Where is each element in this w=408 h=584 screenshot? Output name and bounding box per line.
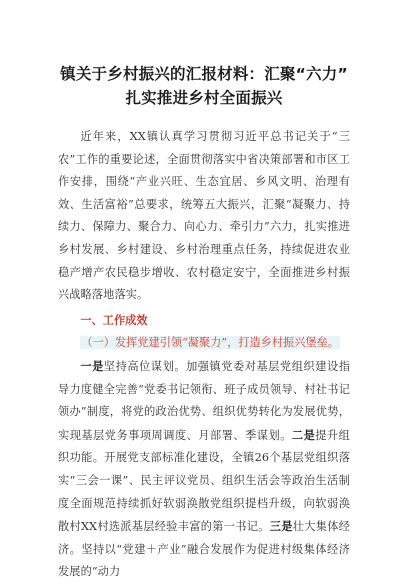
point-lead-1: 一是 bbox=[80, 358, 104, 373]
title-line-2: 扎实推进乡村全面振兴 bbox=[125, 89, 283, 107]
subsection-heading-text: （一）发挥党建引领“凝聚力”，打造乡村振兴堡垒。 bbox=[81, 336, 339, 350]
body-paragraph bbox=[58, 355, 350, 584]
point-text-1: 坚持高位谋划。加强镇党委对基层党组织建设指导力度健全完善“党委书记领衔、班子成员领导、村社书记领办”制度，将党的政治优势、组织优势转化为发展优势，实现基层党务事项周调度、月部署、季谋划。 bbox=[58, 359, 350, 442]
intro-paragraph: 近年来，XX镇认真学习贯彻习近平总书记关于“三农”工作的重要论述，全面贯彻落实中省决策部署和市区工作安排，围绕“产业兴旺、生态宜居、乡风文明、治理有效、生活富裕”总要求，统筹五大振兴，汇聚“凝聚力、持续力、保障力、聚合力、向心力、牵引力”六力，扎实推进乡村发展、乡村建设、乡村治理重点任务，持续促进农业稳产增产农民稳步增收、农村稳定安宁，全面推进乡村振兴战略落地落实。 bbox=[58, 130, 350, 302]
title-line-1: 镇关于乡村振兴的汇报材料：汇聚“六力” bbox=[60, 65, 348, 83]
point-text-2: 提升组织功能。开展党支部标准化建设，全镇26个基层党组织落实“三会一课”、民主评议党员、组织生活会等政治生活制度全面规范持续抓好软弱涣散党组织提档升级，向软弱涣散村XX村选派基层经验丰富的第一书记。 bbox=[58, 428, 350, 534]
point-text-3: 壮大集体经济。坚持以“党建＋产业”融合发展作为促进村级集体经济发展的“动力 bbox=[58, 520, 350, 579]
point-lead-2: 二是 bbox=[291, 427, 316, 442]
title-spacer bbox=[58, 110, 350, 126]
point-lead-3: 三是 bbox=[269, 519, 293, 534]
document-title bbox=[58, 62, 350, 110]
subsection-heading-party-building bbox=[58, 332, 350, 355]
section-heading-achievements: 一、工作成效 bbox=[80, 313, 148, 327]
